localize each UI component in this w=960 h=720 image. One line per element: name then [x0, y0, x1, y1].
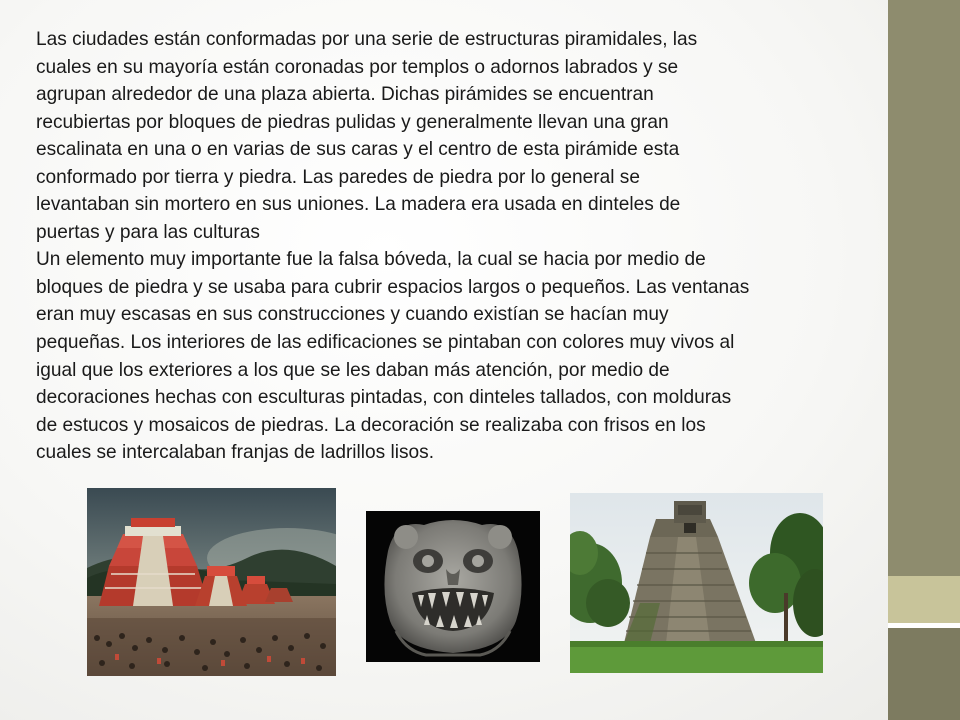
text-line: Las ciudades están conformadas por una serie de estructuras piramidales, las: [36, 29, 698, 50]
sidebar-light-band: [888, 576, 960, 623]
stone-sculpture-image: [366, 511, 540, 662]
text-line: decoraciones hechas con esculturas pintadas, con dinteles tallados, con molduras: [36, 387, 732, 409]
text-line: puertas y para las culturas: [36, 221, 260, 243]
slide-text: [36, 26, 856, 467]
sidebar-dark-band: [888, 628, 960, 720]
text-line: cuales en su mayoría están coronadas por templos o adornos labrados y se: [36, 56, 679, 78]
text-line: agrupan alrededor de una plaza abierta. Dichas pirámides se encuentran: [36, 84, 654, 106]
text-line: bloques de piedra y se usaba para cubrir espacios largos o pequeños. Las ventanas: [36, 276, 750, 298]
text-line: pequeñas. Los interiores de las edificaciones se pintaban con colores muy vivos al: [36, 332, 735, 354]
text-line: de estucos y mosaicos de piedras. La decoración se realizaba con frisos en los: [36, 414, 706, 436]
text-line: igual que los exteriores a los que se les daban más atención, por medio de: [36, 359, 670, 381]
text-line: cuales se intercalaban franjas de ladrillos lisos.: [36, 442, 434, 464]
text-line: recubiertas por bloques de piedras pulidas y generalmente llevan una gran: [36, 111, 669, 133]
text-line: escalinata en una o en varias de sus caras y el centro de esta pirámide esta: [36, 139, 680, 161]
maya-city-image: [87, 488, 336, 676]
text-line: conformado por tierra y piedra. Las paredes de piedra por lo general se: [36, 166, 640, 188]
text-line: Un elemento muy importante fue la falsa bóveda, la cual se hacia por medio de: [36, 249, 706, 271]
text-line: eran muy escasas en sus construcciones y cuando existían se hacían muy: [36, 304, 669, 326]
text-line: levantaban sin mortero en sus uniones. La madera era usada en dinteles de: [36, 194, 681, 216]
tikal-temple-image: [570, 493, 823, 673]
